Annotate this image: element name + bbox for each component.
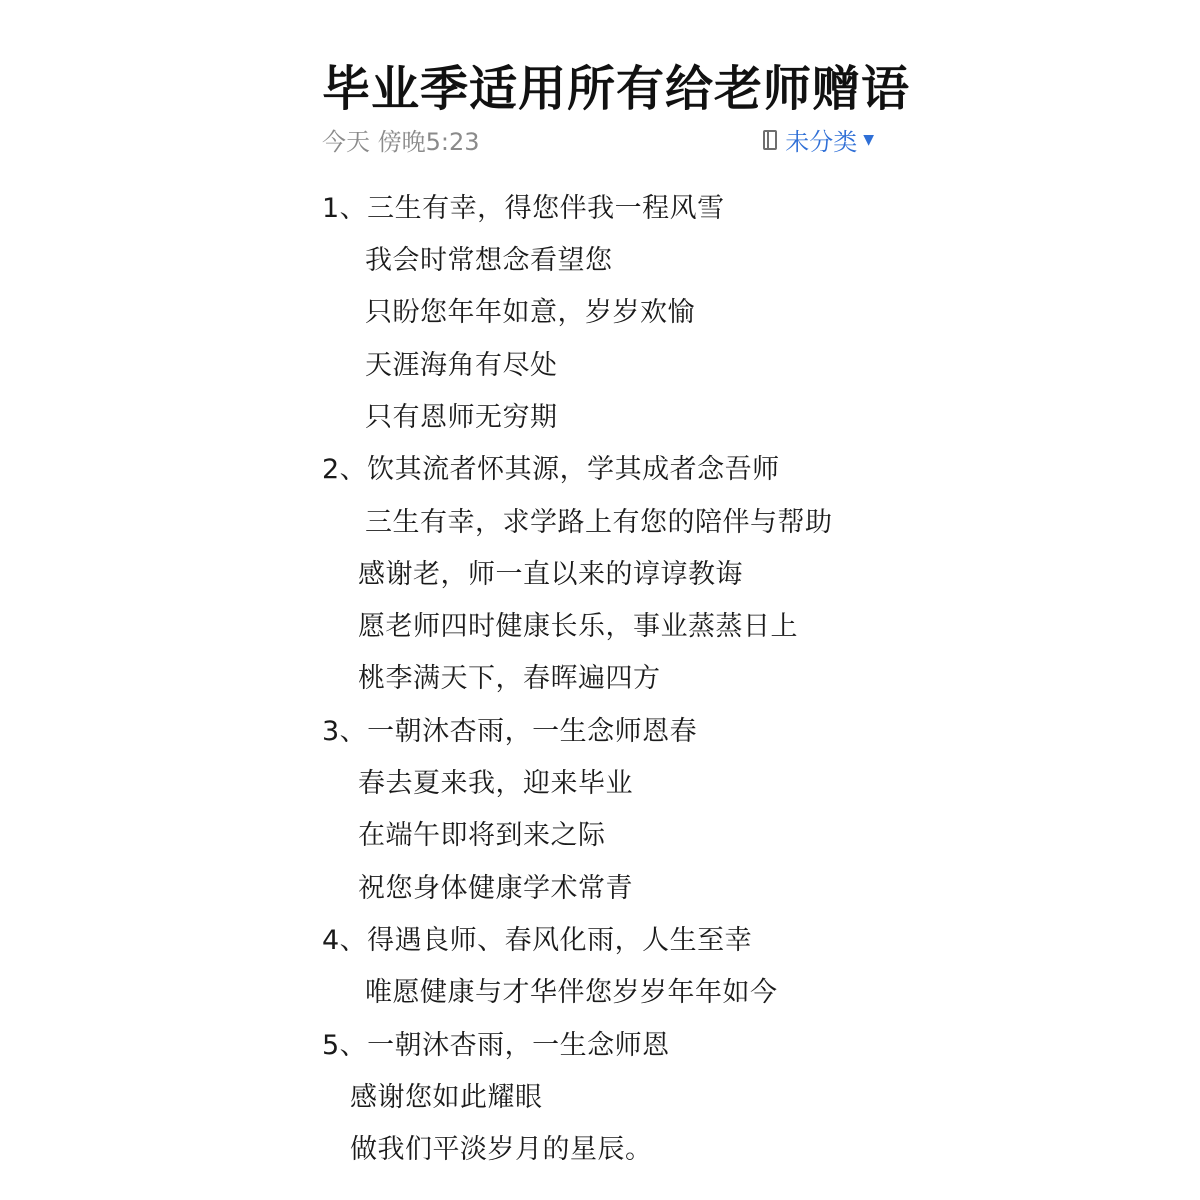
caret-down-icon: ▼: [863, 131, 874, 148]
note-line: 4、得遇良师、春风化雨，人生至幸: [322, 925, 753, 956]
note-line: 春去夏来我，迎来毕业: [358, 768, 633, 799]
note-line: 愿老师四时健康长乐，事业蒸蒸日上: [358, 611, 798, 642]
note-title: 毕业季适用所有给老师赠语: [322, 61, 911, 117]
note-line: 桃李满天下，春晖遍四方: [358, 663, 661, 694]
note-line: 感谢您如此耀眼: [350, 1082, 543, 1113]
note-line: 三生有幸，求学路上有您的陪伴与帮助: [365, 507, 833, 538]
note-line: 2、饮其流者怀其源，学其成者念吾师: [322, 454, 780, 485]
note-line: 只有恩师无穷期: [365, 402, 558, 433]
note-line: 在端午即将到来之际: [358, 820, 606, 851]
note-meta: [322, 122, 878, 154]
note-line: 做我们平淡岁月的星辰。: [350, 1134, 653, 1165]
note-line: 只盼您年年如意，岁岁欢愉: [365, 297, 695, 328]
note-line: 1、三生有幸，得您伴我一程风雪: [322, 193, 725, 224]
note-line: 感谢老，师一直以来的谆谆教诲: [358, 559, 743, 590]
note-line: 我会时常想念看望您: [365, 245, 613, 276]
category-selector[interactable]: [763, 122, 874, 157]
note-line: 唯愿健康与才华伴您岁岁年年如今: [365, 977, 778, 1008]
note-line: 天涯海角有尽处: [365, 350, 558, 381]
note-line: 5、一朝沐杏雨，一生念师恩: [322, 1030, 670, 1061]
note-timestamp: 今天 傍晚5:23: [322, 128, 480, 156]
note-line: 祝您身体健康学术常青: [358, 873, 633, 904]
notebook-icon: [763, 130, 777, 150]
category-label: 未分类: [785, 128, 858, 156]
note-line: 3、一朝沐杏雨，一生念师恩春: [322, 716, 698, 747]
